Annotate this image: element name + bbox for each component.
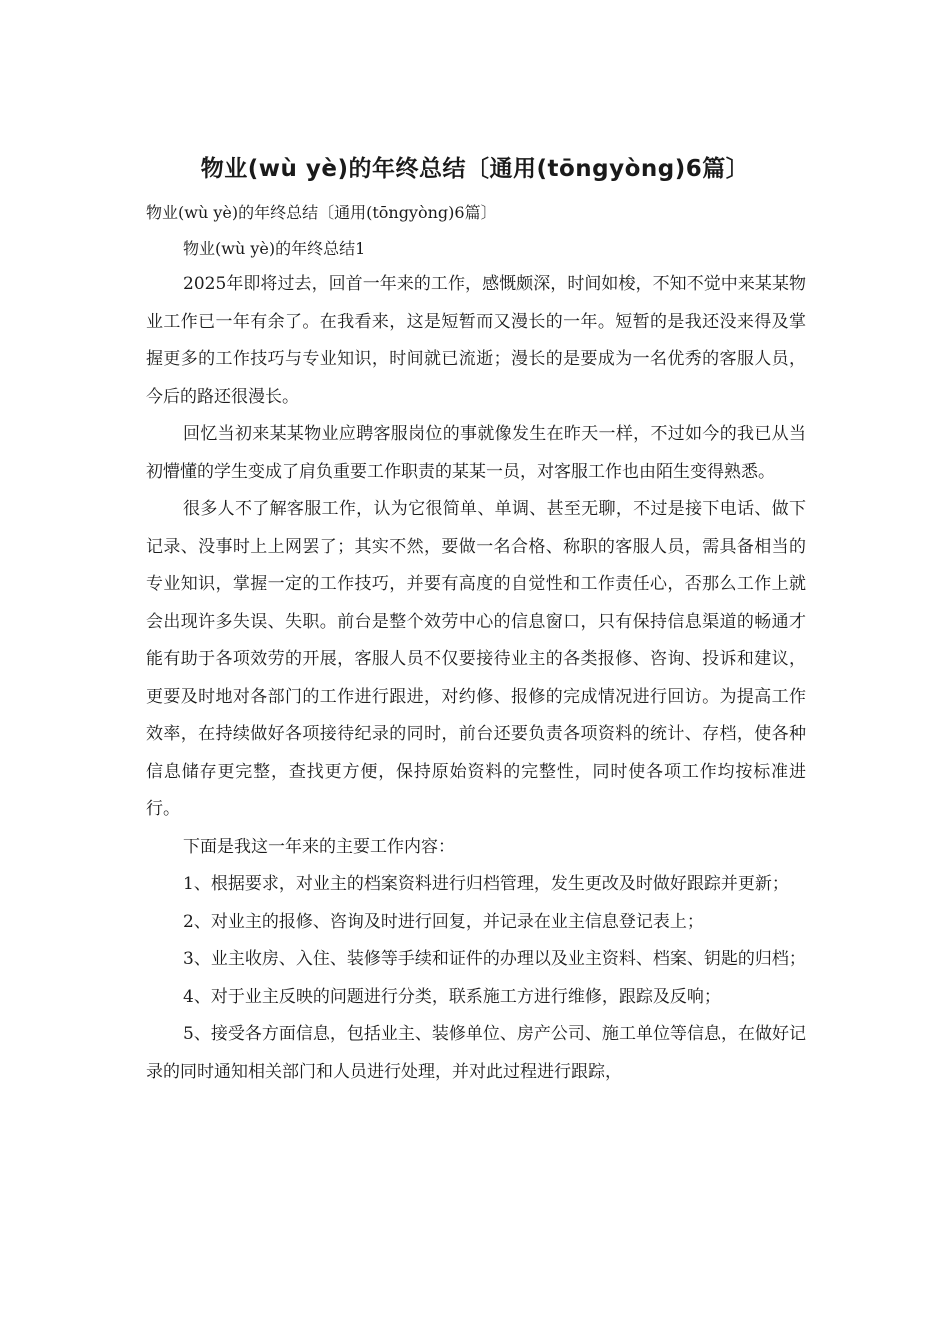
list-item: 2、对业主的报修、咨询及时进行回复，并记录在业主信息登记表上； (183, 911, 704, 932)
section-heading: 物业(wù yè)的年终总结1 (183, 239, 366, 258)
list-item: 1、根据要求，对业主的档案资料进行归档管理，发生更改及时做好跟踪并更新； (183, 874, 789, 894)
document-title: 物业(wù yè)的年终总结〔通用(tōngyòng)6篇〕 (200, 156, 750, 182)
list-item: 5、接受各方面信息，包括业主、装修单位、房产公司、施工单位等信息，在做好记录的同时通知相关部门和人员进行处理，并对此过程进行跟踪， (146, 1024, 806, 1082)
document-body (146, 196, 806, 1091)
paragraph: 很多人不了解客服工作，认为它很简单、单调、甚至无聊，不过是接下电话、做下记录、没事时上上网罢了；其实不然，要做一名合格、称职的客服人员，需具备相当的专业知识，掌握一定的工作技巧，并要有高度的自觉性和工作责任心，否那么工作上就会出现许多失误、失职。前台是整个效劳中心的信息窗口，只有保持信息渠道的畅通才能有助于各项效劳的开展，客服人员不仅要接待业主的各类报修、咨询、投诉和建议，更要及时地对各部门的工作进行跟进，对约修、报修的完成情况进行回访。为提高工作效率，在持续做好各项接待纪录的同时，前台还要负责各项资料的统计、存档，使各种信息储存更完整，查找更方便，保持原始资料的完整性，同时使各项工作均按标准进行。 (146, 499, 806, 819)
list-item: 3、业主收房、入住、装修等手续和证件的办理以及业主资料、档案、钥匙的归档； (183, 949, 806, 969)
document-subtitle: 物业(wù yè)的年终总结〔通用(tōngyòng)6篇〕 (146, 203, 497, 222)
paragraph: 2025年即将过去，回首一年来的工作，感慨颇深，时间如梭，不知不觉中来某某物业工作已一年有余了。在我看来，这是短暂而又漫长的一年。短暂的是我还没来得及掌握更多的工作技巧与专业知识，时间就已流逝；漫长的是要成为一名优秀的客服人员，今后的路还很漫长。 (146, 274, 806, 407)
list-item: 4、对于业主反映的问题进行分类，联系施工方进行维修，跟踪及反响； (183, 986, 721, 1007)
paragraph: 回忆当初来某某物业应聘客服岗位的事就像发生在昨天一样，不过如今的我已从当初懵懂的学生变成了肩负重要工作职责的某某一员，对客服工作也由陌生变得熟悉。 (146, 424, 806, 482)
paragraph: 下面是我这一年来的主要工作内容： (183, 836, 455, 857)
